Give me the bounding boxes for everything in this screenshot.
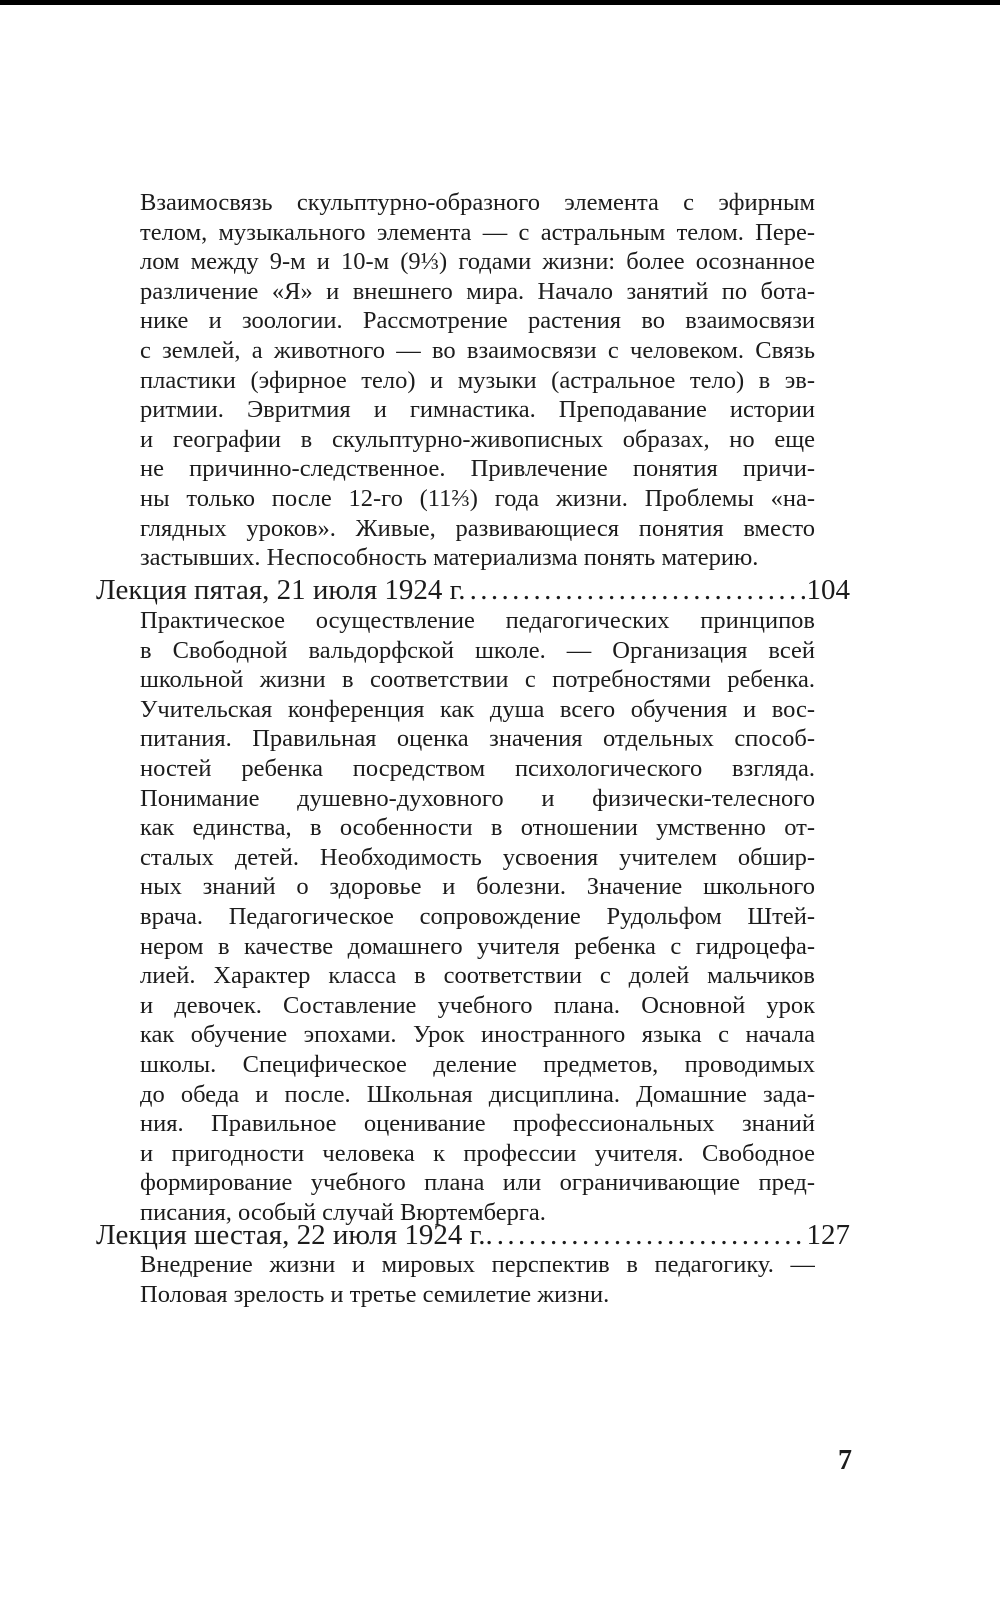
text-line: как единства, в особенности в отношении умственно от- xyxy=(140,814,815,842)
text-line: и девочек. Составление учебного плана. Основной урок xyxy=(140,991,815,1019)
text-line: сталых детей. Необходимость усвоения учителем обшир- xyxy=(140,843,815,871)
text-line: глядных уроков». Живые, развивающиеся понятия вместо xyxy=(140,514,815,542)
text-line: школы. Специфическое деление предметов, проводимых xyxy=(140,1050,815,1078)
text-line: нике и зоологии. Рассмотрение растения во взаимосвязи xyxy=(140,307,815,335)
text-line: школьной жизни в соответствии с потребностями ребенка. xyxy=(140,666,815,694)
text-line: не причинно-следственное. Привлечение понятия причи- xyxy=(140,455,815,483)
toc-entry-page-number: 104 xyxy=(806,574,850,606)
text-line: пластики (эфирное тело) и музыки (астральное тело) в эв- xyxy=(140,366,815,394)
text-line: писания, особый случай Вюртемберга. xyxy=(140,1198,546,1226)
text-line: ных знаний о здоровье и болезни. Значение школьного xyxy=(140,873,815,901)
lecture5-summary xyxy=(140,606,815,1227)
lecture4-summary-continuation xyxy=(140,188,815,573)
text-line: Внедрение жизни и мировых перспектив в педагогику. — xyxy=(140,1251,815,1278)
lecture6-summary xyxy=(140,1250,815,1309)
page-number: 7 xyxy=(838,1445,852,1476)
text-line: до обеда и после. Школьная дисциплина. Домашние зада- xyxy=(140,1080,815,1108)
toc-entry-lecture5[interactable] xyxy=(96,573,850,607)
text-line: различение «Я» и внешнего мира. Начало занятий по бота- xyxy=(140,277,815,305)
text-line: застывших. Неспособность материализма понять материю. xyxy=(140,544,759,572)
text-line: Половая зрелость и третье семилетие жизни. xyxy=(140,1280,610,1308)
text-line: с землей, а животного — во взаимосвязи с человеком. Связь xyxy=(140,336,815,364)
text-line: формирование учебного плана или ограничивающие пред- xyxy=(140,1169,815,1197)
text-line: лией. Характер класса в соответствии с долей мальчиков xyxy=(140,962,815,990)
toc-entry-title: Лекция пятая, 21 июля 1924 г. xyxy=(96,574,466,606)
toc-entry-lecture6[interactable] xyxy=(96,1218,850,1252)
dot-leader xyxy=(470,573,805,607)
toc-entry-title: Лекция шестая, 22 июля 1924 г.. xyxy=(96,1219,493,1251)
text-line: Учительская конференция как душа всего обучения и вос- xyxy=(140,695,815,723)
text-line: питания. Правильная оценка значения отдельных способ- xyxy=(140,725,815,753)
text-line: ны только после 12-го (11⅔) года жизни. Проблемы «на- xyxy=(140,484,815,512)
toc-entry-page-number: 127 xyxy=(806,1219,850,1251)
text-line: и географии в скульптурно-живописных образах, но еще xyxy=(140,425,815,453)
text-line: в Свободной вальдорфской школе. — Организация всей xyxy=(140,636,815,664)
text-line: нером в качестве домашнего учителя ребенка с гидроцефа- xyxy=(140,932,815,960)
text-line: как обучение эпохами. Урок иностранного языка с начала xyxy=(140,1021,815,1049)
text-line: телом, музыкального элемента — с астральным телом. Пере- xyxy=(140,218,815,246)
text-line: ностей ребенка посредством психологического взгляда. xyxy=(140,754,815,782)
text-line: Взаимосвязь скульптурно-образного элемента с эфирным xyxy=(140,189,815,216)
text-line: ритмии. Эвритмия и гимнастика. Преподавание истории xyxy=(140,396,815,424)
text-line: врача. Педагогическое сопровождение Рудольфом Штей- xyxy=(140,902,815,930)
text-line: ния. Правильное оценивание профессиональных знаний xyxy=(140,1110,815,1138)
dot-leader xyxy=(497,1218,805,1252)
text-line: Практическое осуществление педагогических принципов xyxy=(140,607,815,634)
text-line: Понимание душевно-духовного и физически-телесного xyxy=(140,784,815,812)
text-line: и пригодности человека к профессии учителя. Свободное xyxy=(140,1139,815,1167)
text-line: лом между 9-м и 10-м (9⅓) годами жизни: более осознанное xyxy=(140,248,815,276)
